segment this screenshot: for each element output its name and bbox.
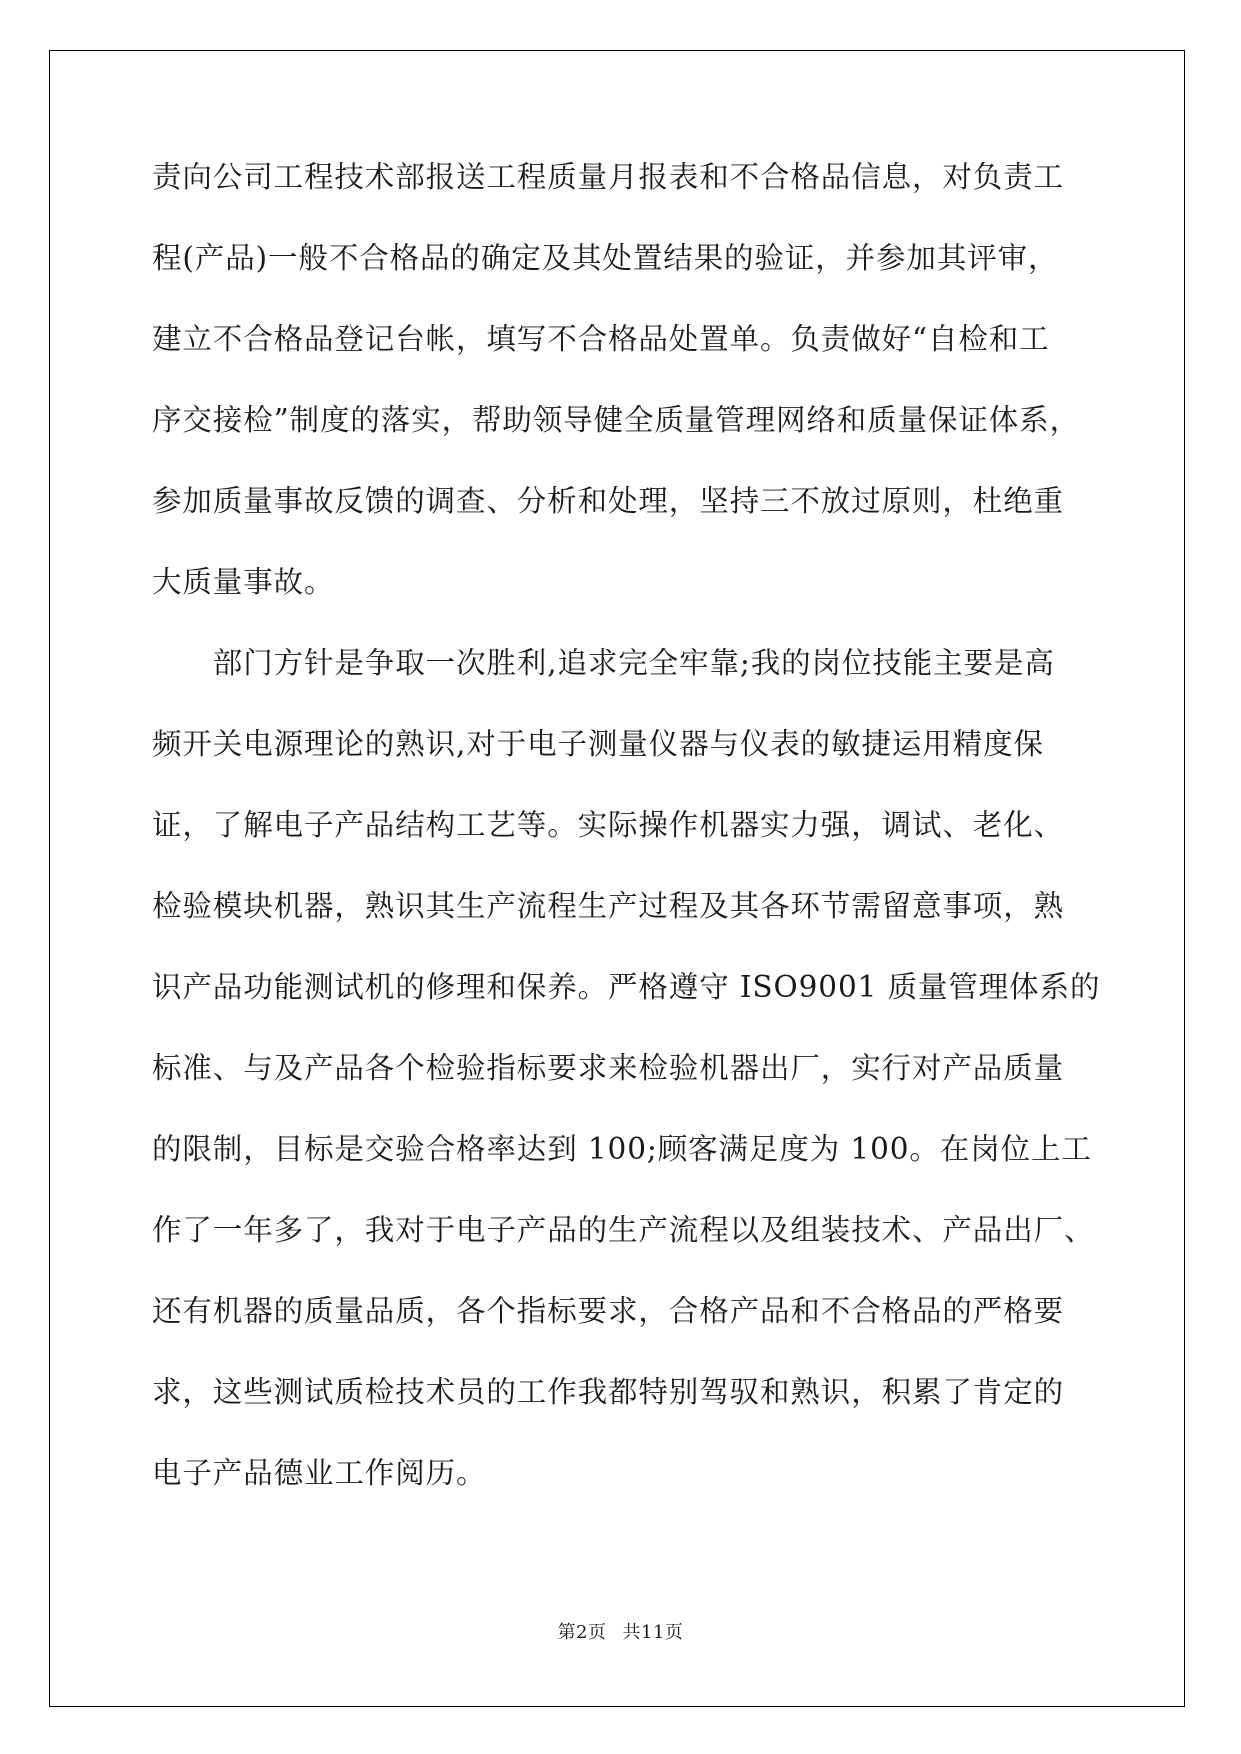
text-line: 的限制，目标是交验合格率达到 100;顾客满足度为 100。在岗位上工	[152, 1132, 1092, 1166]
text-line: 求，这些测试质检技术员的工作我都特别驾驭和熟识，积累了肯定的	[152, 1375, 1065, 1409]
text-line: 作了一年多了，我对于电子产品的生产流程以及组装技术、产品出厂、	[152, 1213, 1095, 1247]
page-total: 共11页	[622, 1622, 684, 1643]
text-line: 序交接检”制度的落实，帮助领导健全质量管理网络和质量保证体系，	[152, 403, 1080, 437]
page-number: 第2页	[557, 1622, 607, 1643]
page-footer	[0, 1618, 1241, 1644]
text-line: 大质量事故。	[152, 565, 335, 599]
text-line: 标准、与及产品各个检验指标要求来检验机器出厂，实行对产品质量	[152, 1051, 1065, 1085]
text-line: 识产品功能测试机的修理和保养。严格遵守 ISO9001 质量管理体系的	[152, 970, 1101, 1004]
text-line: 频开关电源理论的熟识,对于电子测量仪器与仪表的敏捷运用精度保	[152, 727, 1044, 761]
text-line: 检验模块机器，熟识其生产流程生产过程及其各环节需留意事项，熟	[152, 889, 1065, 923]
text-line: 部门方针是争取一次胜利,追求完全牢靠;我的岗位技能主要是高	[152, 646, 1055, 680]
text-line: 程(产品)一般不合格品的确定及其处置结果的验证，并参加其评审，	[152, 241, 1059, 275]
document-body	[152, 162, 1102, 1539]
text-line: 证，了解电子产品结构工艺等。实际操作机器实力强，调试、老化、	[152, 808, 1065, 842]
text-line: 还有机器的质量品质，各个指标要求，合格产品和不合格品的严格要	[152, 1294, 1065, 1328]
text-line: 参加质量事故反馈的调查、分析和处理，坚持三不放过原则，杜绝重	[152, 484, 1065, 518]
text-line: 电子产品德业工作阅历。	[152, 1456, 487, 1490]
text-line: 建立不合格品登记台帐，填写不合格品处置单。负责做好“自检和工	[152, 322, 1050, 356]
text-line: 责向公司工程技术部报送工程质量月报表和不合格品信息，对负责工	[152, 160, 1065, 194]
